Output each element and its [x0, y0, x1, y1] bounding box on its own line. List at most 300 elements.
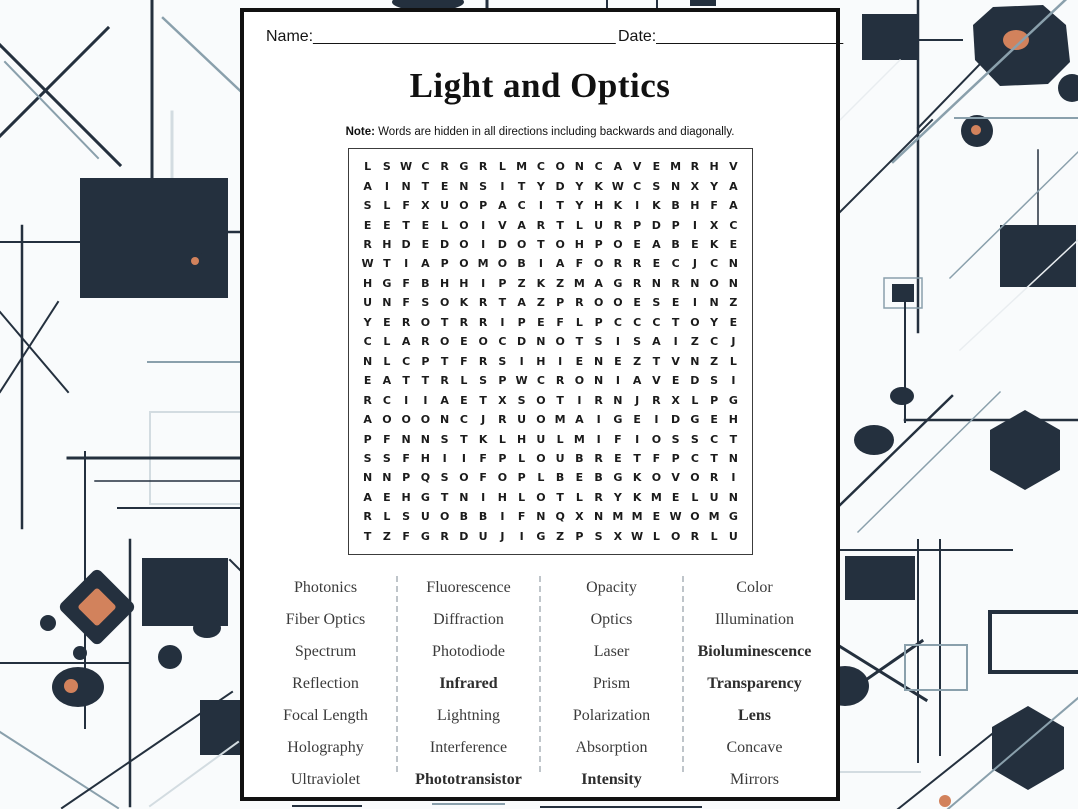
word-item: Illumination	[714, 611, 795, 628]
word-item: Polarization	[572, 707, 651, 724]
grid-cell: A	[632, 374, 642, 388]
grid-cell: F	[402, 529, 410, 543]
grid-cell: M	[650, 490, 662, 504]
word-item: Interference	[429, 739, 508, 756]
grid-cell: L	[575, 218, 583, 232]
grid-cell: N	[613, 393, 623, 407]
grid-cell: F	[402, 296, 410, 310]
grid-cell: P	[440, 257, 449, 271]
grid-cell: C	[671, 257, 680, 271]
grid-cell: E	[729, 315, 738, 329]
grid-cell: N	[728, 276, 738, 290]
grid-cell: E	[363, 218, 372, 232]
grid-cell: S	[690, 432, 699, 446]
grid-cell: S	[421, 296, 430, 310]
grid-cell: G	[459, 160, 469, 174]
grid-cell: I	[481, 218, 486, 232]
grid-cell: I	[404, 393, 409, 407]
grid-cell: N	[594, 510, 604, 524]
grid-cell: X	[575, 510, 584, 524]
grid-cell: Z	[536, 296, 545, 310]
grid-cell: N	[363, 354, 373, 368]
word-item: Diffraction	[433, 611, 504, 628]
grid-cell: U	[517, 413, 527, 427]
grid-cell: P	[402, 471, 411, 485]
grid-cell: F	[402, 199, 410, 213]
grid-cell: L	[575, 490, 583, 504]
grid-cell: I	[635, 432, 640, 446]
grid-cell: N	[728, 490, 738, 504]
grid-cell: L	[729, 354, 737, 368]
grid-cell: J	[635, 393, 640, 407]
note-label: Note:	[345, 126, 375, 138]
grid-cell: I	[654, 413, 659, 427]
grid-cell: E	[671, 374, 680, 388]
grid-cell: O	[574, 374, 585, 388]
grid-cell: H	[497, 490, 507, 504]
grid-cell: U	[440, 199, 450, 213]
grid-cell: P	[671, 218, 680, 232]
grid-cell: B	[555, 471, 565, 485]
grid-cell: I	[615, 335, 620, 349]
grid-cell: S	[594, 335, 603, 349]
grid-cell: J	[500, 529, 505, 543]
grid-cell: R	[478, 315, 488, 329]
grid-cell: C	[363, 335, 372, 349]
grid-cell: D	[459, 529, 469, 543]
grid-cell: O	[439, 510, 450, 524]
grid-cell: E	[383, 315, 391, 329]
grid-cell: T	[729, 432, 738, 446]
grid-cell: P	[556, 296, 565, 310]
grid-cell: N	[420, 432, 430, 446]
grid-cell: P	[633, 218, 642, 232]
grid-cell: F	[575, 257, 584, 271]
grid-cell: S	[479, 374, 488, 388]
date-label: Date:	[618, 28, 657, 45]
grid-cell: E	[363, 374, 372, 388]
grid-cell: E	[537, 315, 545, 329]
grid-cell: P	[671, 451, 680, 465]
grid-cell: L	[518, 490, 526, 504]
grid-cell: L	[383, 354, 391, 368]
grid-cell: C	[536, 160, 545, 174]
grid-cell: Y	[575, 179, 584, 193]
grid-cell: I	[481, 276, 486, 290]
grid-cell: Y	[710, 179, 719, 193]
grid-cell: E	[575, 471, 584, 485]
grid-cell: W	[631, 529, 644, 543]
grid-cell: O	[459, 199, 469, 213]
word-item: Ultraviolet	[290, 771, 361, 788]
grid-cell: T	[710, 451, 718, 465]
grid-cell: K	[478, 432, 488, 446]
word-column	[397, 572, 540, 796]
grid-cell: Z	[517, 276, 526, 290]
grid-cell: M	[573, 432, 585, 446]
grid-cell: N	[363, 471, 373, 485]
grid-cell: K	[632, 471, 642, 485]
grid-cell: A	[401, 335, 411, 349]
grid-cell: H	[459, 276, 469, 290]
grid-cell: L	[383, 510, 391, 524]
grid-cell: O	[459, 238, 469, 252]
grid-cell: M	[516, 160, 528, 174]
grid-cell: X	[613, 529, 623, 543]
grid-cell: T	[671, 315, 680, 329]
grid-cell: S	[633, 335, 642, 349]
word-item: Prism	[592, 675, 631, 692]
grid-cell: P	[498, 451, 507, 465]
grid-cell: D	[497, 238, 507, 252]
name-field	[266, 28, 616, 46]
grid-cell: N	[651, 276, 661, 290]
grid-cell: E	[614, 354, 622, 368]
grid-cell: E	[633, 413, 641, 427]
word-item: Infrared	[439, 675, 498, 692]
grid-cell: N	[728, 257, 738, 271]
grid-cell: N	[728, 451, 738, 465]
grid-cell: I	[635, 199, 640, 213]
grid-cell: T	[537, 238, 545, 252]
grid-cell: D	[651, 218, 661, 232]
grid-cell: T	[652, 354, 661, 368]
word-item: Spectrum	[294, 643, 357, 660]
grid-cell: E	[460, 335, 468, 349]
grid-cell: V	[671, 471, 680, 485]
grid-cell: I	[384, 179, 389, 193]
grid-cell: C	[594, 160, 603, 174]
grid-cell: K	[632, 490, 642, 504]
grid-cell: L	[441, 218, 449, 232]
grid-cell: R	[652, 393, 661, 407]
grid-cell: O	[497, 257, 508, 271]
grid-cell: C	[402, 354, 411, 368]
grid-cell: R	[709, 471, 719, 485]
grid-cell: N	[401, 432, 411, 446]
grid-cell: H	[401, 490, 411, 504]
grid-cell: X	[421, 199, 430, 213]
grid-cell: A	[652, 238, 661, 252]
grid-cell: N	[594, 374, 604, 388]
grid-cell: A	[729, 179, 738, 193]
grid-cell: F	[479, 451, 487, 465]
grid-cell: V	[729, 160, 738, 174]
grid-cell: L	[364, 160, 372, 174]
grid-cell: C	[498, 335, 507, 349]
grid-cell: I	[731, 374, 736, 388]
grid-cell: E	[614, 451, 622, 465]
grid-cell: D	[517, 335, 527, 349]
grid-cell: D	[690, 374, 700, 388]
grid-cell: Z	[710, 354, 719, 368]
grid-cell: O	[497, 471, 508, 485]
grid-cell: J	[692, 257, 697, 271]
grid-cell: R	[536, 218, 546, 232]
grid-cell: K	[594, 179, 603, 193]
grid-cell: P	[479, 199, 488, 213]
grid-cell: W	[669, 510, 682, 524]
grid-cell: R	[478, 354, 488, 368]
grid-cell: T	[556, 218, 564, 232]
grid-cell: H	[594, 199, 604, 213]
grid-cell: A	[382, 374, 392, 388]
grid-cell: B	[459, 510, 469, 524]
grid-cell: I	[692, 218, 697, 232]
grid-cell: N	[536, 510, 546, 524]
grid-cell: L	[691, 490, 699, 504]
grid-cell: I	[596, 413, 601, 427]
grid-cell: R	[363, 393, 372, 407]
grid-cell: E	[421, 218, 430, 232]
grid-cell: F	[402, 451, 410, 465]
grid-cell: C	[710, 432, 719, 446]
word-item: Color	[736, 579, 773, 596]
grid-cell: E	[383, 490, 391, 504]
grid-cell: U	[363, 296, 373, 310]
grid-cell: K	[613, 199, 623, 213]
grid-cell: E	[729, 238, 738, 252]
grid-cell: U	[594, 218, 604, 232]
word-item: Focal Length	[283, 707, 368, 724]
grid-cell: O	[536, 413, 546, 427]
grid-cell: A	[594, 276, 603, 290]
grid-cell: B	[671, 199, 680, 213]
grid-cell: I	[692, 296, 697, 310]
grid-cell: R	[575, 296, 584, 310]
grid-cell: K	[459, 296, 469, 310]
grid-cell: N	[401, 179, 411, 193]
grid-cell: L	[383, 199, 391, 213]
grid-cell: I	[423, 393, 428, 407]
grid-cell: I	[481, 490, 486, 504]
grid-cell: V	[632, 160, 642, 174]
grid-cell: A	[498, 199, 507, 213]
grid-cell: X	[690, 179, 700, 193]
grid-cell: A	[440, 393, 449, 407]
grid-cell: E	[460, 393, 468, 407]
grid-cell: T	[421, 374, 430, 388]
word-item: Photonics	[293, 579, 358, 596]
word-item: Lens	[738, 707, 771, 724]
grid-cell: V	[498, 218, 507, 232]
grid-cell: G	[690, 413, 700, 427]
grid-cell: R	[690, 529, 700, 543]
grid-cell: P	[421, 354, 430, 368]
grid-cell: H	[440, 276, 450, 290]
grid-cell: O	[536, 393, 546, 407]
grid-cell: H	[536, 354, 546, 368]
page-title: Light and Optics	[409, 66, 671, 105]
grid-cell: X	[498, 393, 507, 407]
grid-cell: O	[709, 276, 719, 290]
grid-cell: O	[651, 432, 662, 446]
grid-cell: T	[421, 179, 430, 193]
grid-cell: T	[556, 490, 564, 504]
grid-cell: P	[517, 471, 526, 485]
grid-cell: T	[363, 529, 372, 543]
grid-cell: S	[479, 179, 488, 193]
grid-cell: O	[536, 451, 546, 465]
grid-cell: G	[420, 490, 430, 504]
grid-cell: W	[400, 160, 413, 174]
grid-cell: I	[615, 374, 620, 388]
grid-cell: O	[613, 238, 623, 252]
grid-cell: D	[440, 238, 450, 252]
grid-cell: P	[498, 276, 507, 290]
grid-cell: R	[613, 257, 623, 271]
grid-cell: R	[632, 276, 642, 290]
grid-cell: R	[363, 238, 372, 252]
grid-cell: O	[516, 238, 527, 252]
grid-cell: A	[363, 413, 372, 427]
grid-cell: L	[575, 315, 583, 329]
grid-cell: S	[382, 451, 391, 465]
grid-cell: A	[729, 199, 738, 213]
grid-cell: S	[440, 471, 449, 485]
grid-cell: A	[575, 413, 584, 427]
grid-cell: O	[401, 413, 411, 427]
grid-cell: M	[573, 276, 585, 290]
grid-cell: F	[556, 315, 564, 329]
grid-cell: R	[401, 315, 411, 329]
date-blank-line: _____________________	[656, 28, 844, 45]
word-item: Phototransistor	[415, 771, 522, 788]
grid-cell: E	[652, 160, 661, 174]
grid-cell: G	[536, 529, 546, 543]
grid-cell: N	[709, 296, 719, 310]
grid-cell: O	[420, 315, 431, 329]
grid-cell: O	[555, 238, 565, 252]
word-item: Photodiode	[432, 643, 505, 660]
grid-cell: I	[673, 335, 678, 349]
word-item: Bioluminescence	[697, 643, 812, 660]
grid-cell: F	[614, 432, 622, 446]
grid-cell: Y	[363, 315, 372, 329]
grid-cell: C	[613, 315, 622, 329]
grid-cell: E	[633, 296, 641, 310]
grid-cell: C	[421, 160, 430, 174]
grid-cell: C	[710, 335, 719, 349]
grid-cell: U	[728, 529, 738, 543]
grid-cell: E	[440, 179, 449, 193]
grid-cell: H	[420, 451, 430, 465]
grid-cell: O	[651, 471, 662, 485]
grid-cell: C	[382, 393, 391, 407]
word-item: Intensity	[581, 771, 642, 788]
grid-cell: B	[517, 257, 526, 271]
grid-cell: U	[420, 510, 430, 524]
grid-cell: R	[632, 257, 642, 271]
grid-cell: W	[611, 179, 624, 193]
grid-cell: O	[555, 335, 565, 349]
grid-cell: F	[517, 510, 526, 524]
grid-cell: U	[536, 432, 546, 446]
word-column	[540, 572, 683, 796]
instruction-note	[244, 126, 836, 138]
word-item: Reflection	[292, 675, 359, 692]
grid-cell: K	[536, 276, 546, 290]
grid-cell: G	[613, 413, 623, 427]
grid-cell: T	[556, 393, 564, 407]
grid-cell: S	[652, 179, 661, 193]
word-item: Fiber Optics	[285, 611, 366, 628]
note-text: Words are hidden in all directions including backwards and diagonally.	[374, 126, 735, 138]
grid-cell: C	[536, 374, 545, 388]
grid-cell: R	[478, 160, 488, 174]
grid-cell: I	[538, 257, 543, 271]
grid-cell: R	[594, 393, 603, 407]
word-item: Fluorescence	[426, 579, 511, 596]
grid-cell: Q	[420, 471, 431, 485]
grid-cell: O	[382, 413, 392, 427]
word-item: Absorption	[575, 739, 648, 756]
grid-cell: O	[555, 160, 565, 174]
grid-cell: S	[671, 432, 680, 446]
word-search-grid	[348, 148, 753, 555]
grid-cell: A	[517, 296, 526, 310]
grid-cell: I	[731, 471, 736, 485]
word-column	[254, 572, 397, 796]
grid-cell: S	[402, 510, 411, 524]
grid-cell: F	[710, 199, 718, 213]
grid-cell: I	[538, 199, 543, 213]
grid-cell: Z	[556, 276, 565, 290]
grid-cell: P	[363, 432, 372, 446]
word-item: Laser	[593, 643, 630, 660]
grid-cell: P	[575, 529, 584, 543]
grid-cell: L	[652, 529, 660, 543]
grid-cell: O	[593, 296, 604, 310]
grid-cell: C	[652, 315, 661, 329]
word-item: Optics	[590, 611, 633, 628]
grid-cell: H	[690, 199, 700, 213]
grid-cell: H	[517, 432, 527, 446]
grid-cell: C	[633, 179, 642, 193]
grid-cell: Z	[729, 296, 738, 310]
grid-cell: E	[383, 218, 391, 232]
date-field	[618, 28, 843, 46]
grid-cell: T	[402, 374, 410, 388]
grid-cell: E	[652, 257, 661, 271]
grid-cell: O	[690, 510, 700, 524]
grid-cell: O	[478, 335, 488, 349]
grid-cell: O	[420, 413, 431, 427]
name-label: Name:	[266, 28, 314, 45]
grid-cell: P	[594, 315, 603, 329]
grid-cell: N	[382, 296, 392, 310]
grid-cell: P	[594, 238, 603, 252]
grid-cell: Q	[555, 510, 565, 524]
grid-cell: O	[536, 490, 546, 504]
grid-cell: A	[652, 335, 661, 349]
grid-cell: R	[363, 510, 372, 524]
grid-cell: G	[613, 471, 623, 485]
grid-cell: S	[440, 432, 449, 446]
grid-cell: N	[459, 490, 469, 504]
grid-cell: E	[710, 413, 718, 427]
word-item: Transparency	[707, 675, 802, 692]
grid-cell: T	[556, 199, 564, 213]
grid-cell: F	[383, 432, 391, 446]
grid-cell: O	[459, 218, 469, 232]
grid-cell: P	[710, 393, 719, 407]
grid-cell: I	[500, 315, 505, 329]
grid-cell: R	[421, 335, 430, 349]
grid-cell: B	[671, 238, 680, 252]
grid-cell: N	[690, 276, 700, 290]
grid-cell: R	[671, 276, 680, 290]
